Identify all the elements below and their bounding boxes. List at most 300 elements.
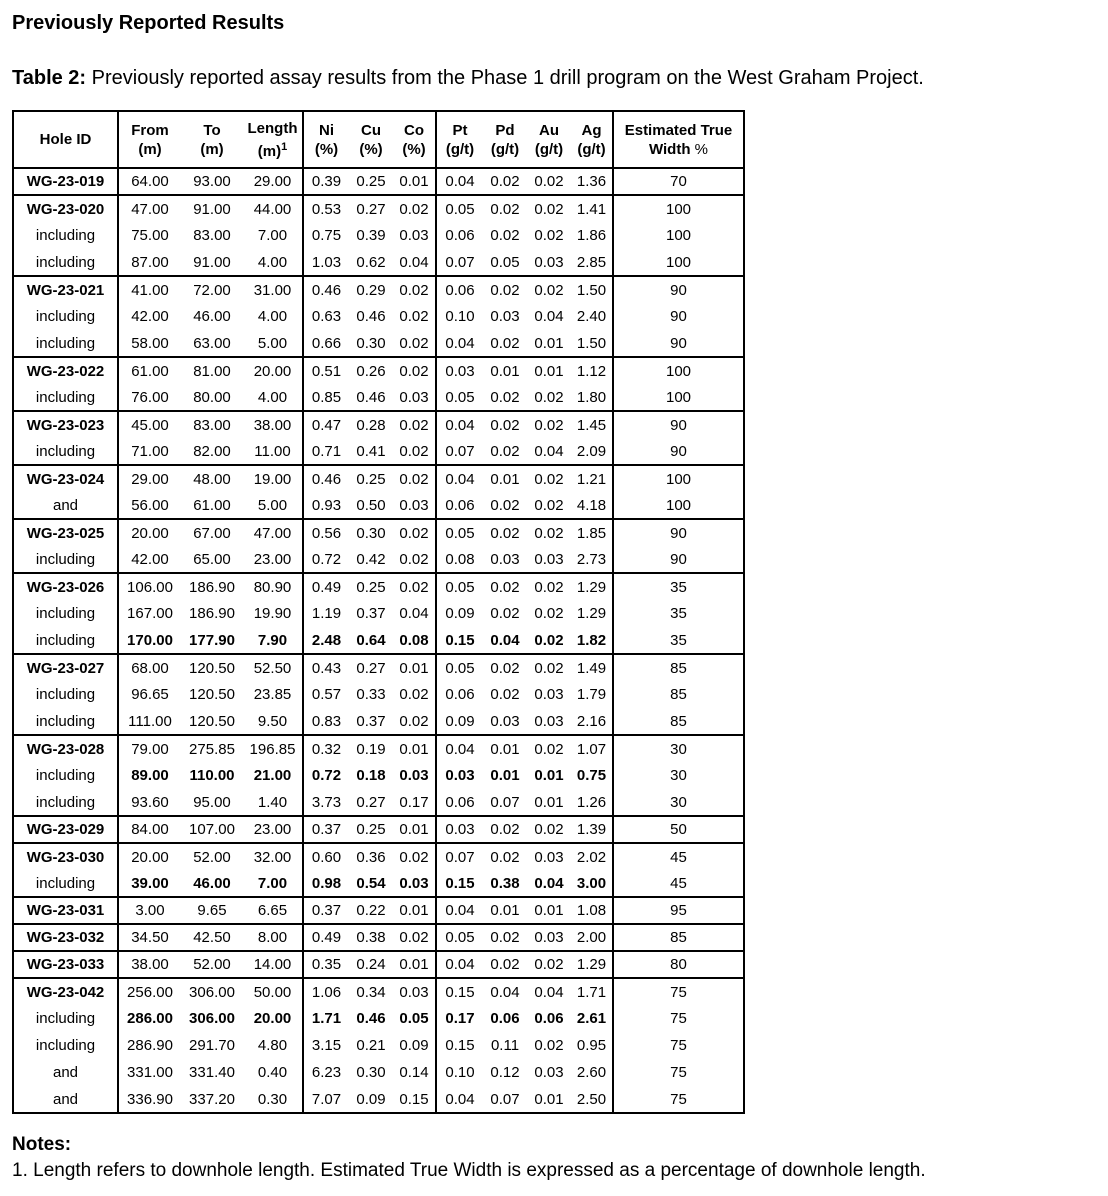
value-cell: 0.05 (436, 924, 483, 951)
value-cell: 0.02 (393, 843, 436, 870)
hole-id-cell: WG-23-031 (13, 897, 118, 924)
hole-group (13, 411, 744, 465)
value-cell: 3.00 (118, 897, 181, 924)
value-cell: 306.00 (189, 1010, 235, 1027)
value-cell: 6.65 (243, 897, 303, 924)
value-cell: 0.37 (356, 605, 386, 622)
value-cell: 0.03 (490, 308, 520, 325)
hole-group (13, 195, 744, 276)
table-row (13, 897, 744, 924)
value-cell: 14.00 (243, 951, 303, 978)
value-cell: 120.50 (189, 686, 235, 703)
value-cell: 0.43 (303, 654, 349, 681)
estimated-true-width-cell: 50 (613, 816, 744, 843)
value-cell: 0.27 (349, 195, 393, 222)
value-cell: 47.00 (118, 195, 181, 222)
value-cell: 1.50 (571, 276, 613, 303)
value-cell: 82.00 (193, 442, 231, 460)
value-cell: 0.08 (436, 546, 483, 573)
value-cell: 2.61 (576, 1010, 607, 1027)
value-cell: 29.00 (118, 465, 181, 492)
value-cell: 0.07 (436, 249, 483, 276)
value-cell: 20.00 (118, 519, 181, 546)
hole-id-cell: WG-23-019 (13, 168, 118, 195)
value-cell: 71.00 (118, 438, 181, 465)
value-cell: 0.03 (399, 767, 429, 784)
value-cell: 0.72 (303, 546, 349, 573)
value-cell: 0.05 (436, 519, 483, 546)
value-cell: 20.00 (243, 357, 303, 384)
value-cell: 80.90 (243, 573, 303, 600)
table-row (13, 465, 744, 492)
hole-id-cell: WG-23-027 (13, 654, 118, 681)
value-cell: 0.64 (356, 631, 386, 649)
estimated-true-width-cell: 30 (613, 762, 744, 789)
hole-id-cell: WG-23-032 (13, 924, 118, 951)
value-cell: 0.15 (436, 627, 483, 654)
value-cell: 0.06 (436, 276, 483, 303)
value-cell: 0.02 (534, 496, 564, 514)
sub-interval-label-cell: including (35, 686, 96, 703)
estimated-true-width-cell: 35 (613, 600, 744, 627)
value-cell: 0.36 (349, 843, 393, 870)
value-cell: 0.15 (436, 1032, 483, 1059)
value-cell: 1.71 (571, 978, 613, 1005)
sub-interval-label-cell: including (35, 793, 96, 811)
value-cell: 52.00 (181, 951, 243, 978)
value-cell: 1.29 (576, 605, 607, 622)
hole-group (13, 519, 744, 573)
table-row (13, 384, 744, 411)
table-row (13, 924, 744, 951)
hole-id-cell: WG-23-020 (13, 195, 118, 222)
col-header-to: To (m) (181, 111, 243, 168)
hole-id-cell: WG-23-028 (13, 735, 118, 762)
value-cell: 0.05 (490, 253, 520, 271)
value-cell: 107.00 (181, 816, 243, 843)
value-cell: 0.02 (483, 195, 527, 222)
table-row (13, 762, 744, 789)
value-cell: 0.01 (393, 735, 436, 762)
value-cell: 0.02 (393, 465, 436, 492)
value-cell: 1.40 (257, 793, 288, 811)
value-cell: 0.01 (534, 334, 564, 352)
value-cell: 0.30 (356, 1064, 386, 1081)
value-cell: 46.00 (193, 874, 231, 892)
value-cell: 83.00 (193, 227, 231, 244)
value-cell: 0.02 (527, 573, 571, 600)
hole-group (13, 573, 744, 654)
hole-group (13, 897, 744, 924)
value-cell: 0.03 (393, 978, 436, 1005)
hole-id-cell: WG-23-023 (13, 411, 118, 438)
value-cell: 52.50 (243, 654, 303, 681)
assay-results-table (12, 110, 745, 1114)
table-row (13, 411, 744, 438)
sub-interval-label-cell: including (35, 442, 96, 460)
value-cell: 0.04 (534, 874, 564, 892)
value-cell: 0.02 (527, 411, 571, 438)
value-cell: 0.04 (483, 978, 527, 1005)
sub-interval-label-cell: including (35, 1010, 96, 1027)
note-1: 1. Length refers to downhole length. Estimated True Width is expressed as a percentage of downhole length. (12, 1160, 926, 1181)
hole-id-cell: WG-23-026 (13, 573, 118, 600)
sub-interval-label-cell: including (35, 767, 96, 784)
estimated-true-width-cell: 45 (613, 843, 744, 870)
value-cell: 0.01 (393, 654, 436, 681)
value-cell: 306.00 (181, 978, 243, 1005)
col-header-ag: Ag (g/t) (571, 111, 613, 168)
value-cell: 0.03 (534, 550, 564, 568)
value-cell: 1.21 (571, 465, 613, 492)
hole-id-cell: WG-23-022 (13, 357, 118, 384)
value-cell: 61.00 (193, 496, 231, 514)
value-cell: 0.02 (534, 388, 564, 406)
value-cell: 0.21 (356, 1037, 386, 1054)
value-cell: 120.50 (189, 712, 235, 730)
value-cell: 4.00 (257, 308, 288, 325)
value-cell: 0.02 (527, 465, 571, 492)
col-header-estimated-true-width: Estimated True Width % (613, 111, 744, 168)
value-cell: 58.00 (118, 330, 181, 357)
value-cell: 1.29 (571, 573, 613, 600)
value-cell: 0.06 (534, 1010, 564, 1027)
value-cell: 0.02 (527, 951, 571, 978)
table-row (13, 303, 744, 330)
estimated-true-width-cell: 100 (613, 195, 744, 222)
hole-id-cell: WG-23-024 (13, 465, 118, 492)
value-cell: 32.00 (243, 843, 303, 870)
table-row (13, 681, 744, 708)
value-cell: 0.32 (303, 735, 349, 762)
value-cell: 0.02 (534, 227, 564, 244)
value-cell: 1.82 (576, 631, 607, 649)
value-cell: 0.02 (393, 573, 436, 600)
value-cell: 0.05 (436, 573, 483, 600)
table-row (13, 978, 744, 1005)
hole-group (13, 951, 744, 978)
value-cell: 2.40 (576, 308, 607, 325)
value-cell: 1.07 (571, 735, 613, 762)
value-cell: 1.29 (571, 951, 613, 978)
table-row (13, 1059, 744, 1086)
value-cell: 0.05 (436, 654, 483, 681)
value-cell: 0.02 (483, 843, 527, 870)
value-cell: 0.19 (349, 735, 393, 762)
value-cell: 91.00 (181, 195, 243, 222)
value-cell: 0.04 (399, 253, 429, 271)
hole-group (13, 924, 744, 951)
col-header-hole-id: Hole ID (13, 111, 118, 168)
value-cell: 0.02 (483, 411, 527, 438)
hole-group (13, 843, 744, 897)
value-cell: 47.00 (243, 519, 303, 546)
estimated-true-width-cell: 100 (613, 384, 744, 411)
value-cell: 0.03 (534, 712, 564, 730)
value-cell: 170.00 (118, 627, 181, 654)
value-cell: 0.01 (490, 767, 520, 784)
hole-group (13, 816, 744, 843)
table-row (13, 1086, 744, 1113)
value-cell: 0.46 (356, 1010, 386, 1027)
value-cell: 0.01 (393, 816, 436, 843)
value-cell: 0.25 (349, 816, 393, 843)
value-cell: 0.02 (527, 168, 571, 195)
value-cell: 1.80 (576, 388, 607, 406)
value-cell: 111.00 (118, 708, 181, 735)
estimated-true-width-cell: 35 (613, 627, 744, 654)
value-cell: 0.03 (527, 843, 571, 870)
value-cell: 0.01 (534, 767, 564, 784)
table-row (13, 330, 744, 357)
value-cell: 0.02 (527, 195, 571, 222)
value-cell: 91.00 (193, 253, 231, 271)
value-cell: 0.14 (399, 1064, 429, 1081)
value-cell: 19.90 (253, 605, 292, 622)
value-cell: 0.22 (349, 897, 393, 924)
sub-interval-label-cell: including (35, 605, 96, 622)
value-cell: 89.00 (118, 762, 181, 789)
table-row (13, 627, 744, 654)
hole-group (13, 357, 744, 411)
value-cell: 0.07 (490, 793, 520, 811)
value-cell: 0.02 (534, 1037, 564, 1054)
sub-interval-label-cell: and (52, 1090, 79, 1108)
value-cell: 0.15 (399, 1090, 429, 1108)
value-cell: 2.09 (576, 442, 607, 460)
value-cell: 93.60 (118, 789, 181, 816)
value-cell: 45.00 (118, 411, 181, 438)
value-cell: 0.06 (436, 681, 483, 708)
value-cell: 8.00 (243, 924, 303, 951)
value-cell: 0.02 (399, 308, 429, 325)
value-cell: 0.02 (483, 951, 527, 978)
value-cell: 0.04 (399, 605, 429, 622)
value-cell: 95.00 (193, 793, 231, 811)
value-cell: 186.90 (181, 573, 243, 600)
table-row (13, 546, 744, 573)
value-cell: 0.03 (436, 816, 483, 843)
value-cell: 0.56 (303, 519, 349, 546)
estimated-true-width-cell: 70 (613, 168, 744, 195)
value-cell: 0.01 (483, 465, 527, 492)
value-cell: 1.19 (303, 600, 349, 627)
value-cell: 0.07 (436, 438, 483, 465)
value-cell: 0.01 (483, 897, 527, 924)
value-cell: 23.00 (243, 816, 303, 843)
value-cell: 0.09 (436, 600, 483, 627)
value-cell: 0.95 (576, 1037, 607, 1054)
value-cell: 1.41 (571, 195, 613, 222)
value-cell: 0.02 (534, 605, 564, 622)
value-cell: 2.48 (303, 627, 349, 654)
value-cell: 0.38 (490, 874, 520, 892)
value-cell: 0.04 (436, 951, 483, 978)
table-row (13, 249, 744, 276)
value-cell: 0.01 (393, 951, 436, 978)
value-cell: 79.00 (118, 735, 181, 762)
table-row (13, 438, 744, 465)
value-cell: 0.60 (303, 843, 349, 870)
value-cell: 196.85 (243, 735, 303, 762)
value-cell: 331.00 (118, 1059, 181, 1086)
value-cell: 0.02 (399, 442, 429, 460)
table-row (13, 951, 744, 978)
value-cell: 0.02 (483, 519, 527, 546)
table-row (13, 735, 744, 762)
value-cell: 0.46 (303, 465, 349, 492)
value-cell: 0.27 (349, 654, 393, 681)
value-cell: 0.04 (436, 1086, 483, 1113)
value-cell: 0.93 (303, 492, 349, 519)
value-cell: 0.02 (393, 357, 436, 384)
value-cell: 2.02 (571, 843, 613, 870)
sub-interval-label-cell: including (35, 308, 96, 325)
value-cell: 0.25 (349, 573, 393, 600)
table-caption-text: Previously reported assay results from the Phase 1 drill program on the West Graham Project. (91, 67, 924, 89)
value-cell: 7.90 (257, 631, 288, 649)
hole-group (13, 735, 744, 816)
value-cell: 1.85 (571, 519, 613, 546)
hole-id-cell: WG-23-033 (13, 951, 118, 978)
value-cell: 0.29 (349, 276, 393, 303)
value-cell: 0.02 (393, 276, 436, 303)
value-cell: 41.00 (118, 276, 181, 303)
value-cell: 2.73 (576, 550, 607, 568)
estimated-true-width-cell: 75 (613, 1032, 744, 1059)
value-cell: 1.79 (576, 686, 607, 703)
estimated-true-width-cell: 100 (613, 249, 744, 276)
header-row (13, 111, 744, 168)
value-cell: 0.03 (534, 253, 564, 271)
value-cell: 0.35 (303, 951, 349, 978)
value-cell: 0.62 (356, 253, 386, 271)
value-cell: 4.80 (257, 1037, 288, 1054)
value-cell: 0.49 (303, 924, 349, 951)
table-row (13, 600, 744, 627)
value-cell: 0.02 (490, 442, 520, 460)
value-cell: 0.01 (527, 357, 571, 384)
value-cell: 286.00 (118, 1005, 181, 1032)
value-cell: 0.01 (393, 897, 436, 924)
value-cell: 0.02 (527, 816, 571, 843)
estimated-true-width-cell: 45 (613, 870, 744, 897)
value-cell: 50.00 (243, 978, 303, 1005)
value-cell: 4.18 (576, 496, 607, 514)
estimated-true-width-cell: 85 (613, 654, 744, 681)
value-cell: 0.05 (436, 195, 483, 222)
estimated-true-width-cell: 85 (613, 924, 744, 951)
value-cell: 0.02 (393, 924, 436, 951)
value-cell: 4.00 (257, 253, 288, 271)
col-header-ni: Ni (%) (303, 111, 349, 168)
table-row (13, 573, 744, 600)
value-cell: 0.12 (490, 1064, 520, 1081)
sub-interval-label-cell: including (35, 1037, 96, 1054)
value-cell: 1.08 (571, 897, 613, 924)
value-cell: 1.49 (571, 654, 613, 681)
value-cell: 0.10 (436, 303, 483, 330)
sub-interval-label-cell: including (35, 253, 96, 271)
value-cell: 6.23 (303, 1059, 349, 1086)
value-cell: 0.02 (483, 168, 527, 195)
value-cell: 0.09 (436, 708, 483, 735)
value-cell: 11.00 (254, 442, 291, 460)
estimated-true-width-cell: 100 (613, 492, 744, 519)
table-row (13, 222, 744, 249)
value-cell: 81.00 (181, 357, 243, 384)
estimated-true-width-cell: 35 (613, 573, 744, 600)
value-cell: 0.03 (399, 227, 429, 244)
value-cell: 0.33 (356, 686, 386, 703)
value-cell: 0.02 (490, 686, 520, 703)
hole-id-cell: WG-23-042 (13, 978, 118, 1005)
value-cell: 0.04 (436, 465, 483, 492)
value-cell: 5.00 (257, 334, 288, 352)
table-row (13, 519, 744, 546)
value-cell: 34.50 (118, 924, 181, 951)
value-cell: 0.46 (356, 388, 386, 406)
sub-interval-label-cell: including (35, 550, 96, 568)
table-row (13, 816, 744, 843)
notes-heading: Notes: (12, 1134, 72, 1155)
value-cell: 0.54 (356, 874, 386, 892)
estimated-true-width-cell: 75 (613, 1086, 744, 1113)
value-cell: 0.02 (483, 924, 527, 951)
estimated-true-width-cell: 85 (613, 708, 744, 735)
hole-group (13, 276, 744, 357)
value-cell: 0.04 (436, 735, 483, 762)
value-cell: 87.00 (118, 249, 181, 276)
value-cell: 65.00 (193, 550, 231, 568)
value-cell: 1.06 (303, 978, 349, 1005)
value-cell: 0.02 (483, 573, 527, 600)
sub-interval-label-cell: including (35, 334, 96, 352)
sub-interval-label-cell: including (35, 631, 96, 649)
value-cell: 1.71 (303, 1005, 349, 1032)
value-cell: 167.00 (118, 600, 181, 627)
value-cell: 48.00 (181, 465, 243, 492)
value-cell: 0.01 (393, 168, 436, 195)
value-cell: 0.03 (527, 924, 571, 951)
estimated-true-width-cell: 75 (613, 1059, 744, 1086)
value-cell: 46.00 (193, 308, 231, 325)
value-cell: 0.11 (490, 1037, 520, 1054)
estimated-true-width-cell: 100 (613, 357, 744, 384)
estimated-true-width-cell: 90 (613, 303, 744, 330)
table-row (13, 276, 744, 303)
value-cell: 0.01 (527, 897, 571, 924)
estimated-true-width-cell: 75 (613, 1005, 744, 1032)
sub-interval-label-cell: and (52, 1064, 79, 1081)
value-cell: 0.03 (490, 712, 520, 730)
value-cell: 63.00 (193, 334, 231, 352)
value-cell: 0.28 (349, 411, 393, 438)
estimated-true-width-cell: 90 (613, 438, 744, 465)
value-cell: 1.26 (576, 793, 607, 811)
table-row (13, 492, 744, 519)
value-cell: 0.03 (490, 550, 520, 568)
value-cell: 0.25 (349, 465, 393, 492)
value-cell: 64.00 (118, 168, 181, 195)
value-cell: 0.51 (303, 357, 349, 384)
value-cell: 2.50 (576, 1090, 607, 1108)
value-cell: 0.02 (527, 519, 571, 546)
hole-group (13, 465, 744, 519)
estimated-true-width-cell: 100 (613, 222, 744, 249)
value-cell: 0.02 (399, 686, 429, 703)
estimated-true-width-cell: 30 (613, 735, 744, 762)
